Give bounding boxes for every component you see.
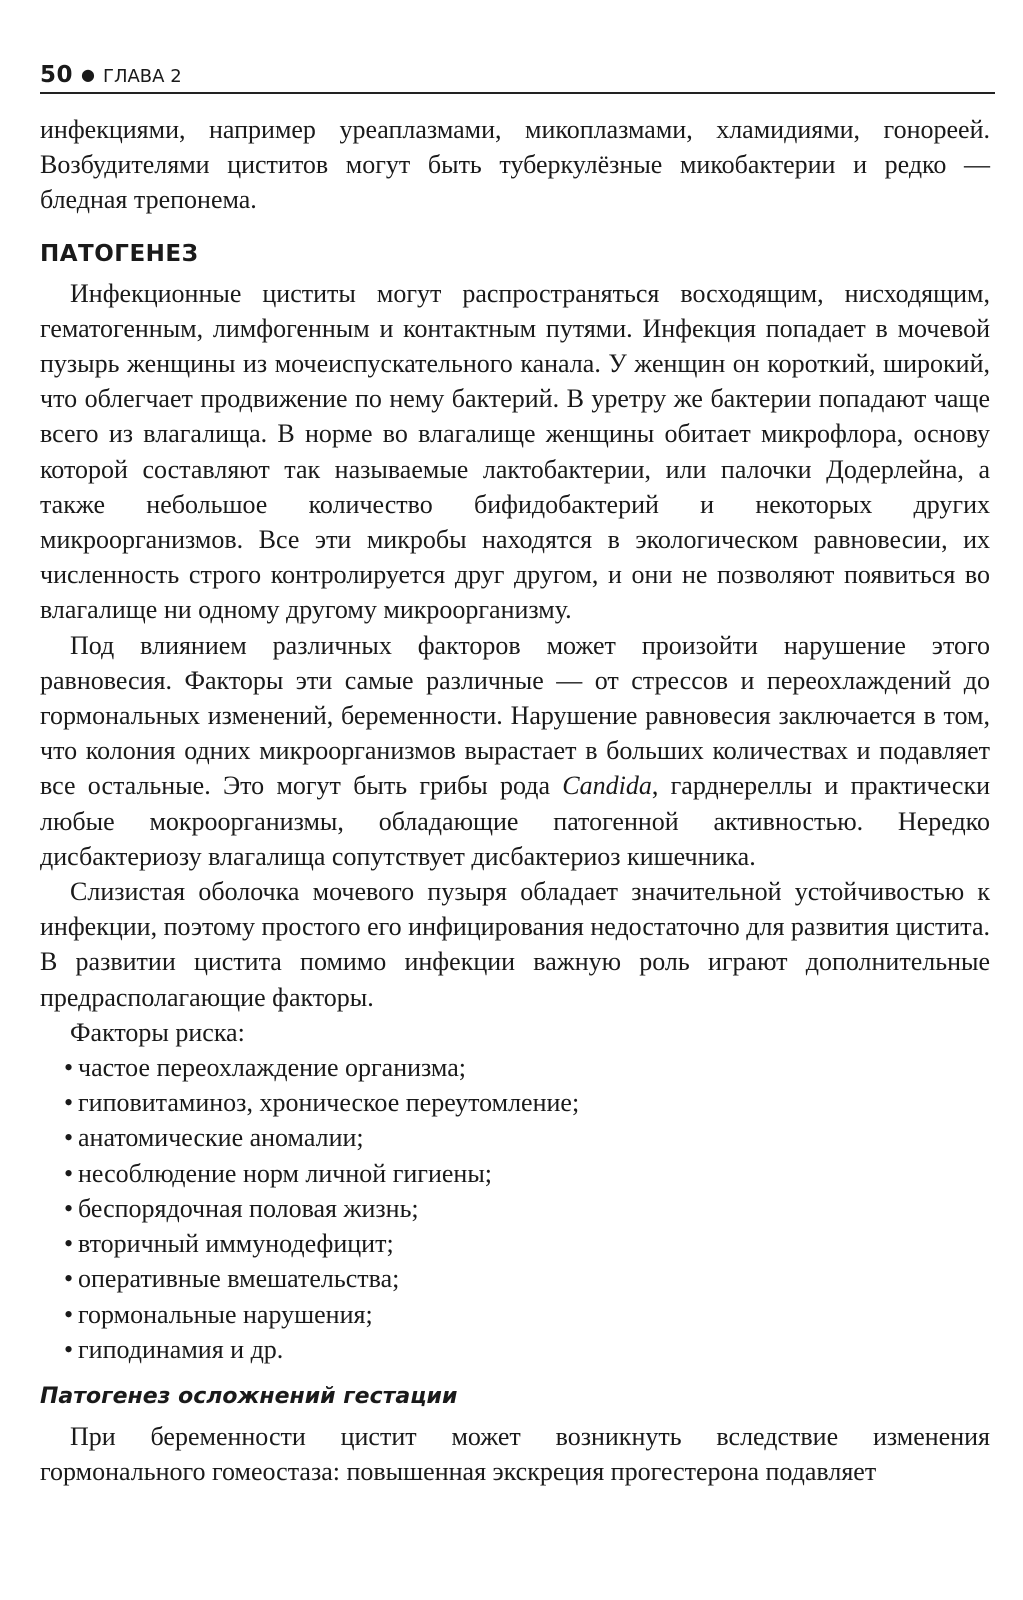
p2-text-after: , гарднереллы и практически любые мокроорганизмы, обладающие патогенной активностью. Нередко дисбактериозу влагалища сопутствует дисбактериоз кишечника. bbox=[40, 771, 990, 871]
bullet-separator-icon: ● bbox=[81, 65, 95, 84]
list-item: • вторичный иммунодефицит; bbox=[64, 1226, 990, 1261]
candida-term: Candida bbox=[562, 771, 652, 801]
bullet-icon: • bbox=[64, 1088, 74, 1118]
running-header bbox=[40, 62, 995, 94]
section-heading: ПАТОГЕНЕЗ bbox=[40, 240, 199, 267]
pathogenesis-paragraph-3: Слизистая оболочка мочевого пузыря обладает значительной устойчивостью к инфекции, поэтому простого его инфицирования недостаточно для развития цистита. В развитии цистита помимо инфекции важную роль играют дополнительные предрасполагающие факторы. bbox=[40, 877, 991, 1012]
bullet-icon: • bbox=[64, 1158, 74, 1188]
list-item: • анатомические аномалии; bbox=[64, 1120, 990, 1155]
list-item: • гормональные нарушения; bbox=[64, 1297, 990, 1332]
list-item: • гиповитаминоз, хроническое переутомление; bbox=[64, 1085, 990, 1120]
bullet-icon: • bbox=[64, 1123, 74, 1153]
chapter-label: ГЛАВА 2 bbox=[102, 66, 182, 87]
bullet-icon: • bbox=[64, 1264, 74, 1294]
list-item: • частое переохлаждение организма; bbox=[64, 1050, 990, 1085]
list-item: • гиподинамия и др. bbox=[64, 1332, 990, 1367]
bullet-icon: • bbox=[64, 1193, 74, 1223]
intro-paragraph: инфекциями, например уреаплазмами, микоплазмами, хламидиями, гонореей. Возбудителями циститов могут быть туберкулёзные микобактерии и редко — бледная трепонема. bbox=[40, 115, 990, 215]
list-item: • несоблюдение норм личной гигиены; bbox=[64, 1156, 990, 1191]
subsection-heading: Патогенез осложнений гестации bbox=[40, 1383, 458, 1409]
bullet-icon: • bbox=[64, 1229, 74, 1259]
page-number: 50 bbox=[40, 62, 74, 88]
pathogenesis-paragraph-2 bbox=[40, 628, 990, 874]
bullet-icon: • bbox=[64, 1053, 74, 1083]
gestation-paragraph: При беременности цистит может возникнуть вследствие изменения гормонального гомеостаза: повышенная экскреция прогестерона подавляет bbox=[40, 1421, 990, 1487]
risk-factors-list bbox=[40, 1050, 990, 1367]
risk-factors-heading: Факторы риска: bbox=[70, 1017, 245, 1047]
p2-text-before: Под влиянием различных факторов может произойти нарушение этого равновесия. Факторы эти самые различные — от стрессов и переохлаждений до гормональных изменений, беременности. Нарушение равновесия заключается в том, что колония одних микроорганизмов вырастает в больших количествах и подавляет все остальные. Это могут быть грибы рода bbox=[40, 630, 990, 801]
bullet-icon: • bbox=[64, 1299, 74, 1329]
bullet-icon: • bbox=[64, 1334, 74, 1364]
list-item: • оперативные вмешательства; bbox=[64, 1261, 990, 1296]
list-item: • беспорядочная половая жизнь; bbox=[64, 1191, 990, 1226]
body-text bbox=[40, 112, 990, 1489]
pathogenesis-paragraph-1: Инфекционные циститы могут распространяться восходящим, нисходящим, гематогенным, лимфогенным и контактным путями. Инфекция попадает в мочевой пузырь женщины из мочеиспускательного канала. У женщин он короткий, широкий, что облегчает продвижение по нему бактерий. В уретру же бактерии попадают чаще всего из влагалища. В норме во влагалище женщины обитает микрофлора, основу которой составляют так называемые лактобактерии, или палочки Додерлейна, а также небольшое количество бифидобактерий и некоторых других микроорганизмов. Все эти микробы находятся в экологическом равновесии, их численность строго контролируется друг другом, и они не позволяют появиться во влагалище ни одному другому микроорганизму. bbox=[40, 278, 990, 625]
